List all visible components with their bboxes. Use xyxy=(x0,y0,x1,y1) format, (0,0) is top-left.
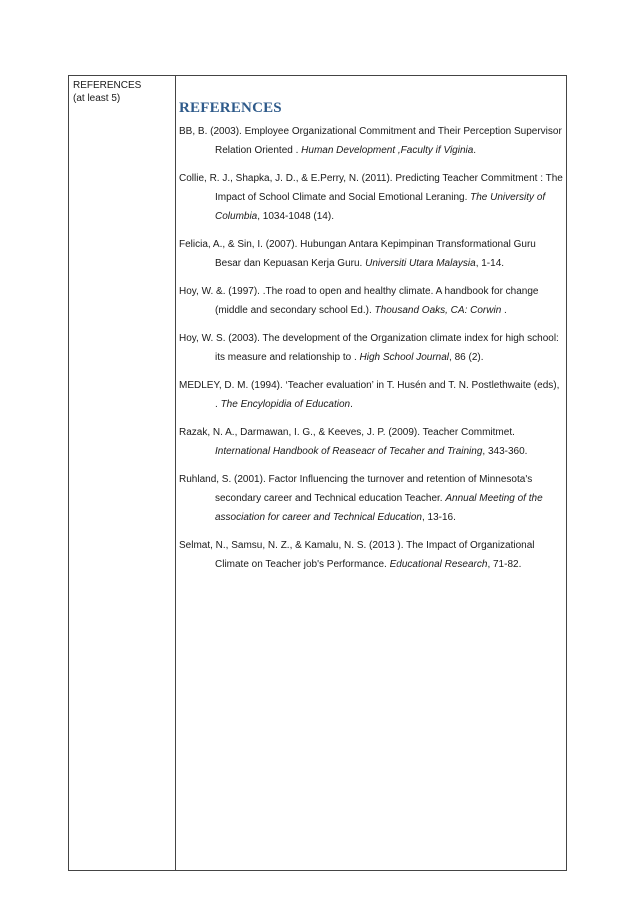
reference-details: , 71-82. xyxy=(487,559,522,570)
reference-details: , 1034-1048 (14). xyxy=(257,211,334,222)
reference-source: Universiti Utara Malaysia xyxy=(365,258,476,269)
reference-text: MEDLEY, D. M. (1994). ‘Teacher evaluation’ in T. Husén and T. N. Postlethwaite (eds), . xyxy=(179,380,560,410)
reference-source: The Encylopidia of Education xyxy=(220,399,351,410)
references-table xyxy=(68,75,567,871)
reference-details: , 13-16. xyxy=(421,512,456,523)
reference-entry xyxy=(179,536,563,574)
reference-entry xyxy=(179,329,563,367)
references-content-cell xyxy=(179,98,563,583)
row-label-note: (at least 5) xyxy=(73,93,121,104)
reference-source: International Handbook of Reaseacr of Tecaher and Training xyxy=(215,446,483,457)
reference-text: BB, B. (2003). Employee Organizational Commitment and Their Perception Supervisor Relation Oriented . xyxy=(179,126,562,156)
references-heading: REFERENCES xyxy=(179,100,282,116)
reference-details: . xyxy=(501,305,507,316)
reference-list xyxy=(179,122,563,574)
reference-details: . xyxy=(473,145,477,156)
reference-entry xyxy=(179,423,563,461)
reference-details: , 343-360. xyxy=(482,446,528,457)
reference-source: Educational Research xyxy=(389,559,488,570)
reference-source: The University of Columbia xyxy=(215,192,546,222)
reference-text: Felicia, A., & Sin, I. (2007). Hubungan Antara Kepimpinan Transformational Guru Besar dan Kepuasan Kerja Guru. xyxy=(179,239,536,269)
column-divider xyxy=(175,76,176,870)
reference-text: Collie, R. J., Shapka, J. D., & E.Perry, N. (2011). Predicting Teacher Commitment : The Impact of School Climate and Social Emotional Leraning. xyxy=(179,173,563,203)
reference-source: Thousand Oaks, CA: Corwin xyxy=(374,305,502,316)
row-label-title: REFERENCES xyxy=(73,80,142,91)
reference-text: Selmat, N., Samsu, N. Z., & Kamalu, N. S. (2013 ). The Impact of Organizational Climate on Teacher job's Performance. xyxy=(179,540,535,570)
reference-entry xyxy=(179,122,563,160)
reference-entry xyxy=(179,282,563,320)
reference-details: . xyxy=(350,399,353,410)
row-label-cell xyxy=(73,79,173,105)
reference-text: Razak, N. A., Darmawan, I. G., & Keeves, J. P. (2009). Teacher Commitmet. xyxy=(179,427,515,438)
reference-source: Annual Meeting of the association for career and Technical Education xyxy=(215,493,543,523)
reference-details: , 86 (2). xyxy=(449,352,484,363)
reference-text: Hoy, W. S. (2003). The development of the Organization climate index for high school: its measure and relationship to . xyxy=(179,333,559,363)
reference-entry xyxy=(179,169,563,226)
reference-details: , 1-14. xyxy=(475,258,505,269)
reference-entry xyxy=(179,470,563,527)
reference-source: High School Journal xyxy=(359,352,450,363)
reference-text: Hoy, W. &. (1997). .The road to open and healthy climate. A handbook for change (middle and secondary school Ed.). xyxy=(179,286,539,316)
reference-source: Human Development ,Faculty if Viginia xyxy=(301,145,474,156)
reference-entry xyxy=(179,376,563,414)
reference-text: Ruhland, S. (2001). Factor Influencing the turnover and retention of Minnesota's secondary career and Technical education Teacher. xyxy=(179,474,533,504)
reference-entry xyxy=(179,235,563,273)
